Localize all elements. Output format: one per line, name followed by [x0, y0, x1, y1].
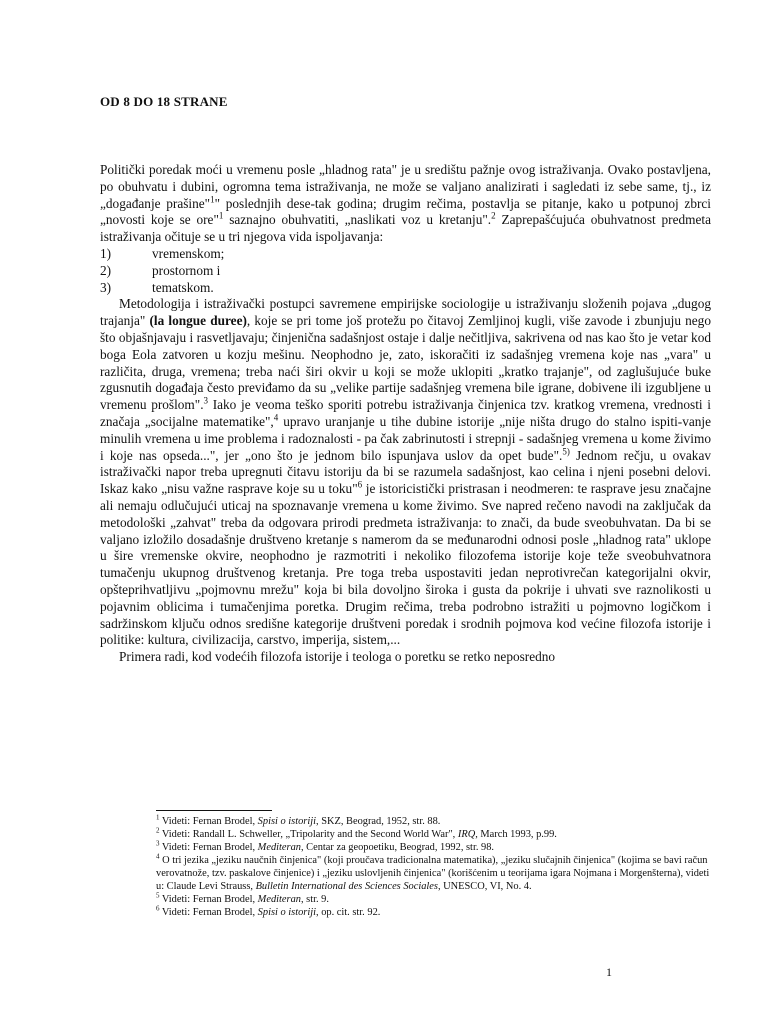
list-text: vremenskom;	[152, 245, 225, 261]
footnote: $^2$ Videti: Randall L. Schweller, „Tripolarity and the Second World War", IRQ, March 1993, p.99.	[156, 826, 557, 840]
footnote-ref: 2	[491, 210, 496, 221]
list-item	[100, 263, 711, 280]
footnote: $^1$ Videti: Fernan Brodel, Spisi o istoriji, SKZ, Beograd, 1952, str. 88.	[156, 813, 441, 827]
list-item	[100, 280, 711, 297]
paragraph-3: Primera radi, kod vodećih filozofa istorije i teologa o poretku se retko neposredno	[119, 649, 556, 665]
footnote: $^4$ O tri jezika „jeziku naučnih činjenica" (koji proučava tradicionalna matematika), „jeziku slučajnih činjenica" (kojima se bavi račun verovatnože, tzv. paskalove činjenice) i „jeziku uslovljenih činjenica" (korišćenim u teorijama igara Nojmana i Morgenšterna), videti u: Claude Levi Strauss, Bulletin International des Sciences Sociales, UNESCO, VI, No. 4.	[156, 852, 710, 892]
footnote-ref: 1	[210, 194, 215, 205]
list-item	[100, 246, 711, 263]
paragraph-2: Metodologija i istraživački postupci savremene empirijske sociologije u istraživanju složenih pojava „dugog trajanja" (la longue duree), koje se pri tome još protežu po čitavoj Zemljinoj kugli, više zavode i zbunjuju nego što objašnjavaju i rasvetljavaju; činjenična sadašnjost ostaje i dalje nečitljiva, sakrivena od nas kao što je vetar kod boga Eola zatvoren u kozju mešinu. Neophodno je, zato, iskoračiti iz sadašnjeg vremena koje nas „vara" u različita, druga, vremena; treba naći širi okvir u koji se može uklopiti „kratko trajanje", od zaglušujuće buke zgusnutih događaja često previđamo da su „velike partije sadašnjeg vremena bile igrane, dobivene ili izgubljene u vremenu prošlom".$^3$ Iako je veoma teško sporiti potrebu istraživanja činjenica tzv. kratkog vremena, vrednosti i značaja „socijalne matematike",$^4$ upravo uranjanje u tihe dubine istorije „nije ništa drugo do stalno ispiti-vanje minulih vremena u ime problema i radoznalosti - pa čak zabrinutosti i strepnji - sadašnjeg vremena u kome živimo i koje nas opseda...", jer „ono što je jednom bilo ispunjava uslov da opet bude".$^{5)}$ Jednom rečju, u ovakav istraživački napor treba upregnuti čitavu istoriju da bi se razumela sadašnjost, kao celina i njeni posebni delovi. Iskaz kako „nisu važne rasprave koje su u toku"$^6$ je istoricistički pristrasan i neodmeren: te rasprave jesu značajne ali nemaju odlučujući uticaj na spoznavanje vremena u kome živimo. Sve napred rečeno navodi na zaključak da metodološki „zahvat" treba da odgovara prirodi predmeta istraživanja: to znači, da bude sveobuhvatan. Da bi se valjano izložilo dosadašnje društveno kretanje s namerom da se međunarodni odnosi posle „hladnog rata" uklope u šire vremenske okvire, neophodno je razmotriti i nekoliko filozofema istorije koje teže sveobuhvatnora tumačenju ukupnog društvenog kretanja. Pre toga treba uspostaviti jedan neprotivrečan kategorijalni okvir, opšteprihvatljivu „pojmovnu mrežu" koja bi bila dovoljno široka i gusta da pokrije i uhvati sve raznolikosti u pojavnim oblicima i tumačenjima poretka. Drugim rečima, treba podrobno istražiti u pojmovno logičkom i sadržinskom ključu odnos središne kategorije društveni poredak i srodnih pojmova kod većine filozofa istorije i politike: kultura, civilizacija, carstvo, imperija, sistem,...	[100, 296, 712, 648]
section-heading: OD 8 DO 18 STRANE	[100, 94, 228, 109]
page-number: 1	[606, 965, 612, 979]
footnote-divider	[156, 810, 272, 811]
list-text: tematskom.	[152, 279, 214, 295]
bold-term: (la longue duree)	[149, 313, 247, 329]
footnote: $^5$ Videti: Fernan Brodel, Mediteran, str. 9.	[156, 891, 329, 905]
footnote-ref: 1	[218, 210, 224, 221]
footnote: $^3$ Videti: Fernan Brodel, Mediteran, Centar za geopoetiku, Beograd, 1992, str. 98.	[156, 839, 495, 853]
body-text	[100, 162, 711, 666]
footnote-ref: 4	[273, 412, 279, 423]
footnote-ref: 5)	[562, 446, 570, 457]
paragraph-1: Politički poredak moći u vremenu posle „hladnog rata" je u središtu pažnje ovog istraživanja. Ovako postavljena, po obuhvatu i dubini, ogromna tema istraživanja, ne može se valjano analizirati i sagledati iz sebe same, tj., iz „događanje prašine"$^1$" poslednjih dese-tak godina; drugim rečima, postavlja se pitanje, kako u potpunoj zbrci „novosti koje se ore"$^1$ saznajno obuhvatiti, „naslikati voz u kretanju".$^2$ Zaprepašćujuća obuhvatnost predmeta istraživanja očituje se u tri njegova vida ispoljavanja:	[100, 162, 712, 245]
list-number: 3)	[100, 279, 112, 295]
footnote-ref: 6	[357, 479, 363, 490]
list-number: 1)	[100, 245, 112, 261]
list-number: 2)	[100, 262, 112, 278]
numbered-list	[100, 246, 711, 296]
footnote-ref: 3	[203, 395, 209, 406]
footnote: $^6$ Videti: Fernan Brodel, Spisi o istoriji, op. cit. str. 92.	[156, 904, 381, 918]
footnotes	[156, 815, 711, 919]
list-text: prostornom i	[152, 262, 221, 278]
